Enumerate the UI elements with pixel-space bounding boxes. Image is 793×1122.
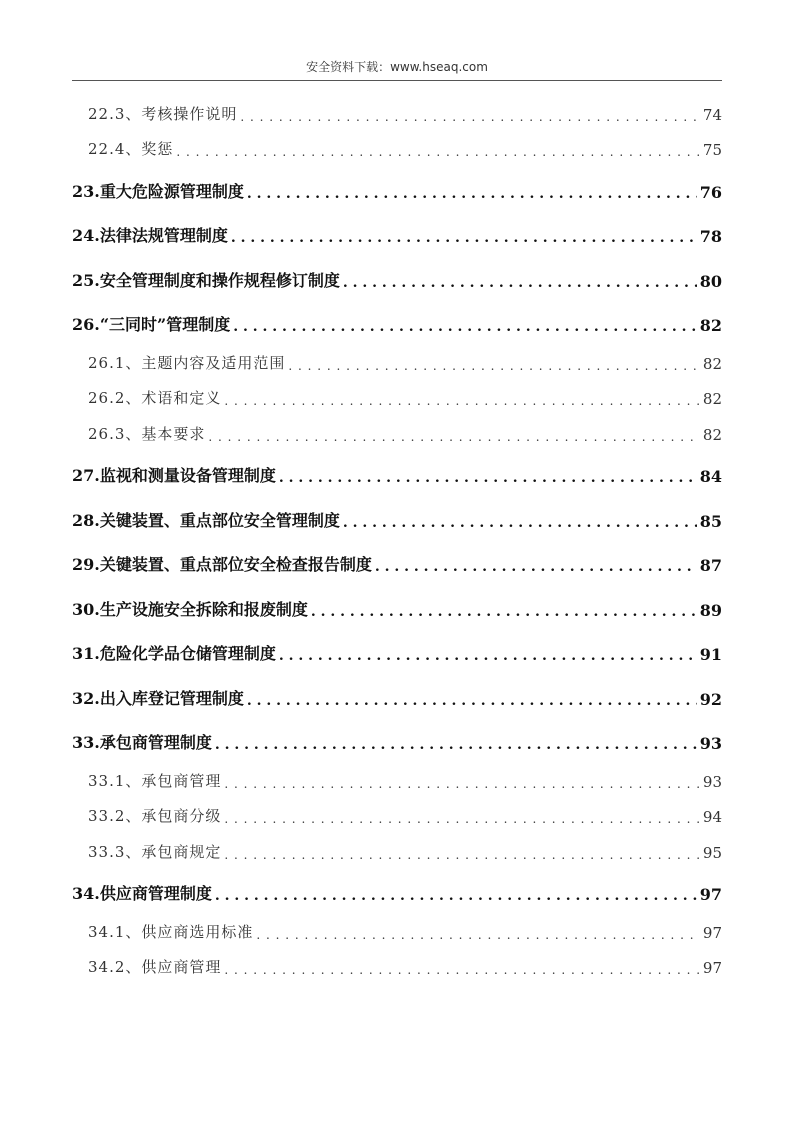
toc-entry-title: 29.关键装置、重点部位安全检查报告制度	[72, 555, 372, 574]
toc-section-entry[interactable]	[72, 94, 722, 130]
toc-entry-title: 32.出入库登记管理制度	[72, 688, 244, 708]
toc-entry-title: 23.重大危险源管理制度	[72, 181, 244, 201]
dot-leader	[224, 848, 700, 862]
toc-entry-page-number: 92	[699, 689, 722, 709]
toc-entry-page-number: 87	[699, 556, 722, 575]
dot-leader	[240, 110, 700, 124]
toc-entry-title: 33.2、承包商分级	[88, 807, 222, 825]
toc-entry-title: 25.安全管理制度和操作规程修订制度	[72, 270, 340, 290]
toc-entry-page-number: 84	[699, 467, 722, 486]
toc-entry-page-number: 91	[699, 645, 722, 664]
toc-entry-page-number: 94	[702, 808, 722, 826]
toc-entry-page-number: 97	[699, 885, 722, 904]
toc-entry-page-number: 82	[699, 316, 722, 335]
toc-entry-title: 34.1、供应商选用标准	[88, 922, 254, 941]
dot-leader	[224, 777, 700, 791]
toc-section-entry[interactable]	[72, 414, 722, 450]
toc-entry-page-number: 95	[702, 843, 722, 862]
toc-entry-title: 26.2、术语和定义	[88, 389, 222, 407]
toc-entry-title: 30.生产设施安全拆除和报废制度	[72, 599, 308, 619]
toc-entry-title: 33.承包商管理制度	[72, 733, 212, 752]
toc-entry-page-number: 89	[699, 600, 722, 620]
dot-leader	[288, 359, 700, 373]
table-of-contents	[72, 94, 722, 983]
toc-entry-title: 26.3、基本要求	[88, 424, 206, 443]
toc-entry-page-number: 76	[699, 182, 722, 202]
dot-leader	[247, 186, 697, 202]
toc-entry-title: 22.4、奖惩	[88, 140, 174, 158]
toc-entry-title: 22.3、考核操作说明	[88, 104, 238, 123]
toc-entry-page-number: 75	[702, 141, 722, 159]
toc-entry-title: 33.3、承包商规定	[88, 842, 222, 861]
toc-chapter-entry[interactable]	[72, 494, 722, 539]
dot-leader	[231, 230, 697, 246]
dot-leader	[375, 559, 697, 575]
toc-chapter-entry[interactable]	[72, 539, 722, 584]
toc-section-entry[interactable]	[72, 797, 722, 833]
toc-entry-title: 31.危险化学品仓储管理制度	[72, 644, 276, 663]
dot-leader	[224, 812, 700, 826]
toc-section-entry[interactable]	[72, 379, 722, 415]
dot-leader	[224, 394, 700, 408]
dot-leader	[233, 319, 696, 335]
toc-entry-page-number: 82	[702, 390, 722, 408]
toc-entry-page-number: 82	[702, 425, 722, 444]
toc-entry-title: 27.监视和测量设备管理制度	[72, 466, 276, 485]
dot-leader	[208, 430, 700, 444]
dot-leader	[215, 888, 697, 904]
dot-leader	[256, 928, 700, 942]
toc-chapter-entry[interactable]	[72, 868, 722, 913]
dot-leader	[224, 963, 700, 977]
toc-section-entry[interactable]	[72, 130, 722, 166]
toc-entry-page-number: 74	[702, 105, 722, 124]
toc-entry-title: 33.1、承包商管理	[88, 771, 222, 790]
dot-leader	[343, 515, 697, 531]
toc-chapter-entry[interactable]	[72, 628, 722, 673]
toc-section-entry[interactable]	[72, 832, 722, 868]
dot-leader	[279, 648, 697, 664]
dot-leader	[279, 470, 697, 486]
dot-leader	[311, 604, 697, 620]
toc-chapter-entry[interactable]	[72, 450, 722, 495]
toc-entry-title: 34.供应商管理制度	[72, 884, 212, 903]
toc-entry-title: 34.2、供应商管理	[88, 958, 222, 976]
toc-entry-page-number: 97	[702, 923, 722, 942]
toc-chapter-entry[interactable]	[72, 254, 722, 299]
toc-entry-title: 28.关键装置、重点部位安全管理制度	[72, 510, 340, 530]
dot-leader	[215, 737, 697, 753]
dot-leader	[176, 145, 700, 159]
toc-chapter-entry[interactable]	[72, 299, 722, 344]
toc-chapter-entry[interactable]	[72, 717, 722, 762]
toc-section-entry[interactable]	[72, 761, 722, 797]
header-text: 安全资料下载：www.hseaq.com	[306, 60, 488, 74]
toc-entry-page-number: 93	[702, 772, 722, 791]
toc-entry-page-number: 93	[699, 734, 722, 753]
toc-entry-title: 26.1、主题内容及适用范围	[88, 353, 286, 372]
page-header	[72, 56, 722, 81]
toc-entry-page-number: 80	[699, 271, 722, 291]
toc-chapter-entry[interactable]	[72, 210, 722, 255]
toc-chapter-entry[interactable]	[72, 583, 722, 628]
toc-entry-title: 26.“三同时”管理制度	[72, 315, 231, 334]
toc-section-entry[interactable]	[72, 343, 722, 379]
toc-entry-title: 24.法律法规管理制度	[72, 226, 228, 245]
toc-entry-page-number: 82	[702, 354, 722, 373]
toc-section-entry[interactable]	[72, 912, 722, 948]
toc-chapter-entry[interactable]	[72, 165, 722, 210]
toc-chapter-entry[interactable]	[72, 672, 722, 717]
toc-entry-page-number: 78	[699, 227, 722, 246]
dot-leader	[343, 275, 697, 291]
toc-entry-page-number: 97	[702, 959, 722, 977]
toc-entry-page-number: 85	[699, 511, 722, 531]
toc-section-entry[interactable]	[72, 948, 722, 984]
dot-leader	[247, 693, 697, 709]
